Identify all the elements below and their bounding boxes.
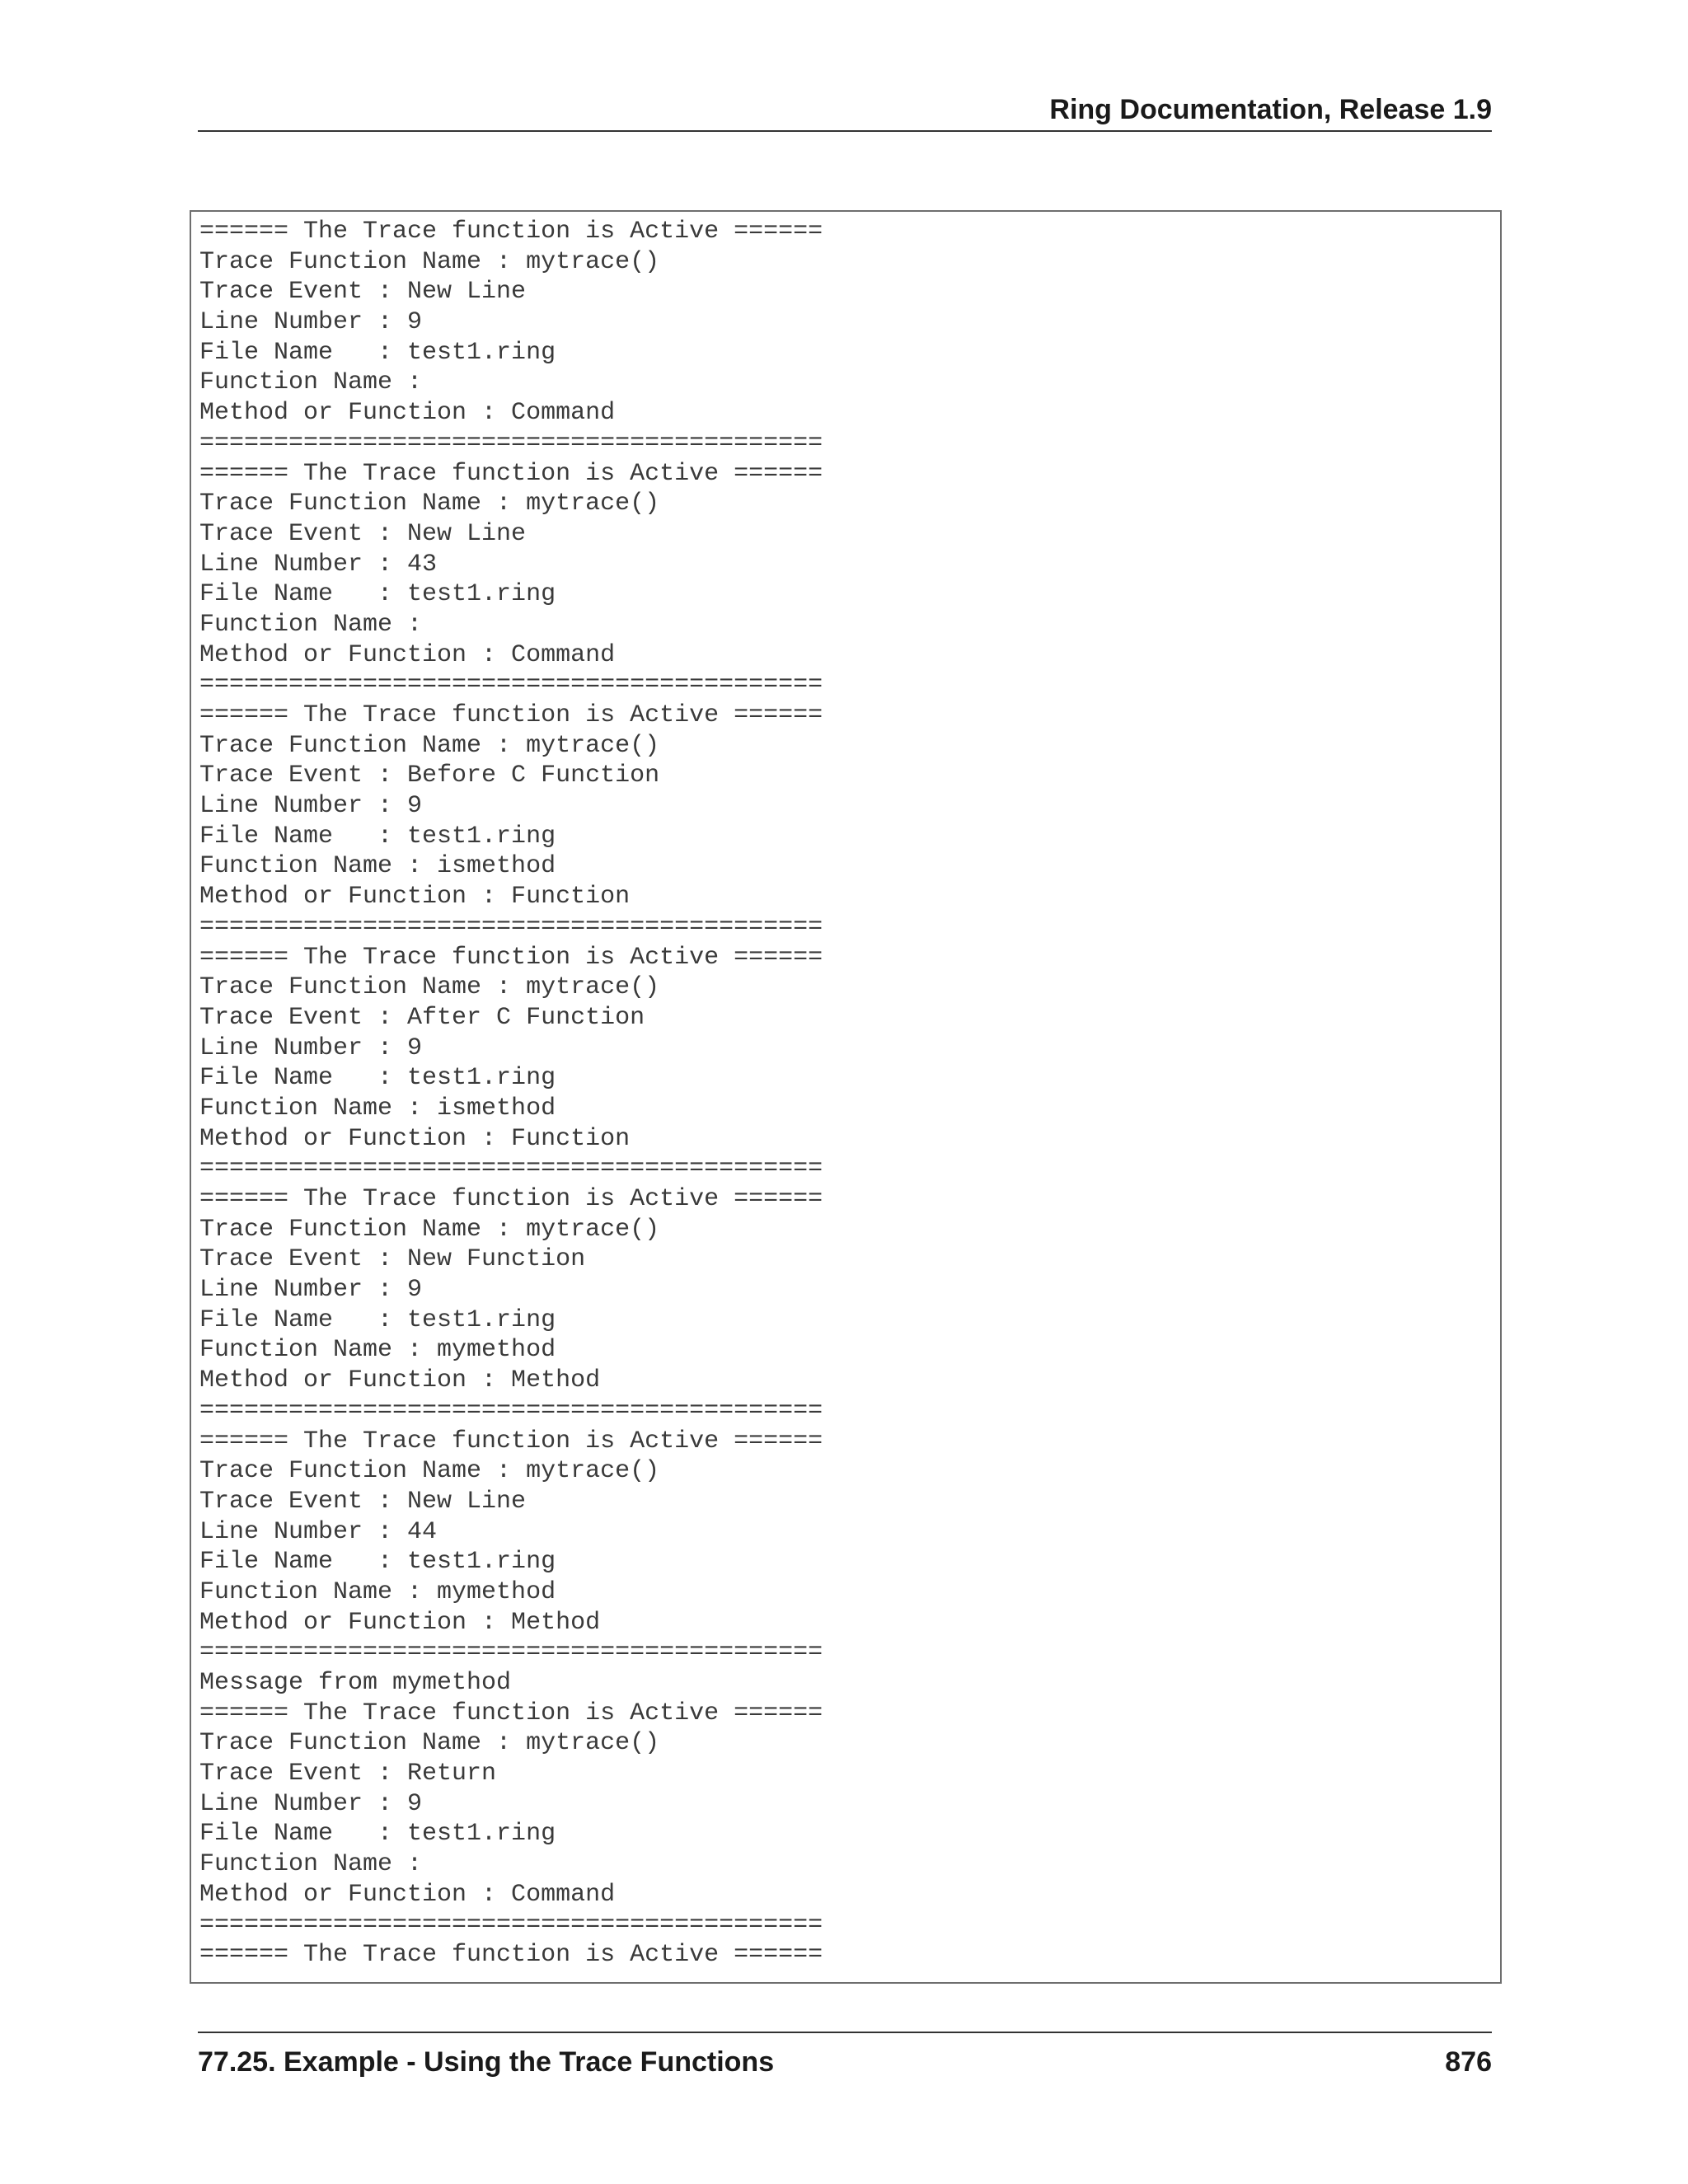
section-title: 77.25. Example - Using the Trace Functions (198, 2046, 775, 2078)
code-line: ========================================== (199, 671, 823, 700)
code-line: Function Name : ismethod (199, 852, 556, 881)
code-block (190, 210, 1502, 1984)
page-footer (198, 2032, 1492, 2083)
code-line: Function Name : (199, 1850, 423, 1879)
code-line: Trace Event : New Line (199, 278, 527, 307)
page-header (198, 89, 1492, 132)
code-line: Function Name : ismethod (199, 1094, 556, 1122)
code-line: Trace Function Name : mytrace() (199, 1729, 660, 1758)
code-line: Trace Function Name : mytrace() (199, 1215, 660, 1244)
code-line: File Name : test1.ring (199, 580, 556, 609)
code-line: Trace Function Name : mytrace() (199, 490, 660, 518)
code-line: Function Name : mymethod (199, 1336, 556, 1365)
code-line: Message from mymethod (199, 1669, 512, 1697)
code-line: ====== The Trace function is Active ====== (199, 459, 823, 488)
code-line: Line Number : 9 (199, 1789, 423, 1818)
code-line: File Name : test1.ring (199, 1548, 556, 1577)
code-line: Line Number : 9 (199, 1033, 423, 1062)
code-line: Trace Function Name : mytrace() (199, 973, 660, 1002)
code-line: Line Number : 43 (199, 550, 438, 579)
code-line: ========================================== (199, 1910, 823, 1939)
code-line: Trace Event : Before C Function (199, 762, 660, 790)
code-line: ====== The Trace function is Active ====== (199, 943, 823, 972)
code-line: ========================================== (199, 1638, 823, 1667)
code-line: Function Name : (199, 368, 423, 397)
code-line: Trace Event : New Function (199, 1245, 586, 1274)
code-line: ========================================== (199, 1396, 823, 1425)
code-line: Function Name : (199, 610, 423, 639)
code-line: Method or Function : Command (199, 1880, 616, 1909)
code-line: Trace Event : Return (199, 1760, 497, 1788)
code-line: Method or Function : Function (199, 883, 631, 912)
code-line: Trace Event : After C Function (199, 1003, 645, 1032)
code-line: Trace Event : New Line (199, 519, 527, 548)
code-line: Trace Function Name : mytrace() (199, 731, 660, 760)
code-line: Line Number : 9 (199, 792, 423, 821)
code-line: Method or Function : Method (199, 1608, 601, 1637)
code-line: File Name : test1.ring (199, 1064, 556, 1093)
code-line: Trace Function Name : mytrace() (199, 1457, 660, 1486)
code-line: File Name : test1.ring (199, 1305, 556, 1334)
code-line: Line Number : 9 (199, 308, 423, 337)
code-line: ====== The Trace function is Active ====== (199, 1941, 823, 1970)
code-line: ====== The Trace function is Active ====== (199, 1185, 823, 1213)
code-line: File Name : test1.ring (199, 338, 556, 367)
code-line: ====== The Trace function is Active ====== (199, 1699, 823, 1727)
page-number: 876 (1445, 2046, 1492, 2078)
code-line: Line Number : 9 (199, 1276, 423, 1305)
document-title: Ring Documentation, Release 1.9 (1049, 94, 1492, 125)
code-line: ========================================== (199, 1155, 823, 1183)
code-line: Method or Function : Method (199, 1366, 601, 1395)
code-line: ========================================== (199, 429, 823, 457)
code-line: File Name : test1.ring (199, 822, 556, 851)
code-line: Trace Event : New Line (199, 1487, 527, 1516)
code-line: Trace Function Name : mytrace() (199, 247, 660, 276)
code-line: File Name : test1.ring (199, 1820, 556, 1849)
code-line: Line Number : 44 (199, 1517, 438, 1546)
code-line: ====== The Trace function is Active ====== (199, 701, 823, 729)
code-line: Function Name : mymethod (199, 1577, 556, 1606)
code-line: ====== The Trace function is Active ====== (199, 1427, 823, 1455)
code-line: Method or Function : Command (199, 640, 616, 669)
code-line: Method or Function : Function (199, 1124, 631, 1153)
code-line: ====== The Trace function is Active ====== (199, 218, 823, 246)
code-lines (199, 217, 823, 1971)
code-line: ========================================== (199, 912, 823, 941)
code-line: Method or Function : Command (199, 399, 616, 428)
